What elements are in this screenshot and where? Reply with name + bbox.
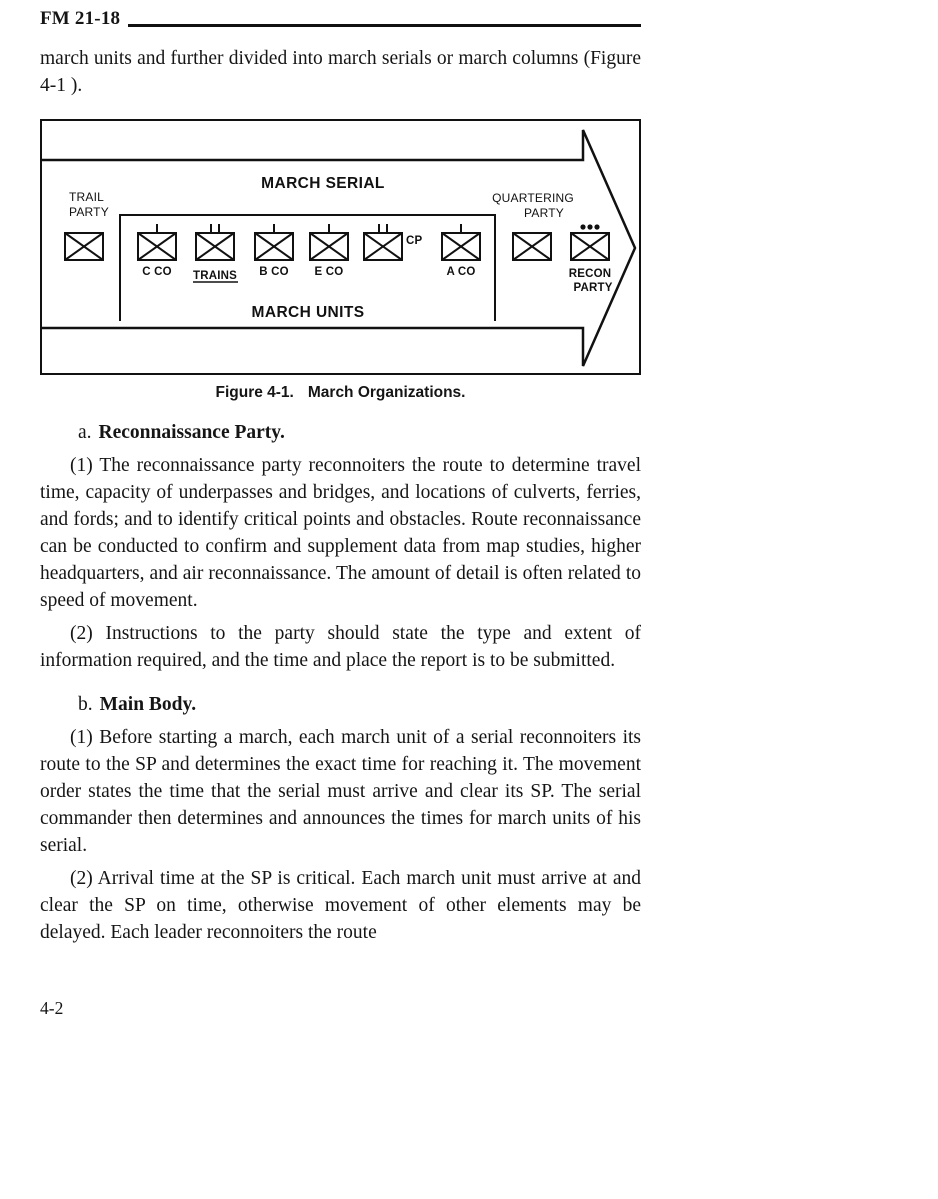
figure-4-1	[40, 119, 641, 375]
unit-symbol-a-co	[442, 233, 480, 260]
header-rule	[128, 24, 641, 27]
trail-party-label-line2: PARTY	[69, 204, 109, 219]
text-column	[40, 8, 641, 946]
figure-caption-label: Figure 4-1.	[215, 383, 294, 401]
unit-symbol-trail-party	[65, 233, 103, 260]
unit-symbol-c-co	[138, 233, 176, 260]
intro-paragraph: march units and further divided into march serials or march columns (Figure 4-1 ).	[40, 48, 641, 96]
trains-label: TRAINS	[192, 269, 238, 282]
unit-symbol-recon-party	[571, 233, 609, 260]
quartering-party-label-line2: PARTY	[524, 205, 564, 220]
recon-size-dots	[580, 224, 599, 229]
section-b-prefix: b.	[78, 693, 93, 715]
quartering-party-label-line1: QUARTERING	[492, 190, 574, 205]
section-a-paragraph-2: (2) Instructions to the party should state the type and extent of information required, and the time and place the report is to be submitted.	[40, 622, 641, 671]
e-co-label: E CO	[314, 265, 344, 278]
unit-symbol-trains	[196, 233, 234, 260]
trail-party-label-line1: TRAIL	[69, 189, 105, 204]
c-co-label: C CO	[142, 265, 172, 278]
section-a-title: Reconnaissance Party.	[98, 421, 285, 443]
page-header	[40, 8, 641, 30]
recon-party-label-line2: PARTY	[573, 281, 613, 294]
figure-caption	[40, 384, 641, 402]
unit-symbol-e-co	[310, 233, 348, 260]
a-co-label: A CO	[446, 265, 476, 278]
unit-symbol-cp	[364, 233, 402, 260]
section-a-prefix: a.	[78, 421, 92, 443]
march-units-label: MARCH UNITS	[251, 303, 365, 321]
section-a-heading	[78, 419, 641, 446]
section-b-paragraph-1: (1) Before starting a march, each march unit of a serial reconnoiters its route to the SP and determines the exact time for reaching it. The movement order states the time that the serial must arrive and clear its SP. The serial commander then determines and announces the times for march units of his serial.	[40, 726, 641, 856]
recon-party-label-line1: RECON	[568, 267, 612, 280]
b-co-label: B CO	[259, 265, 289, 278]
march-direction-arrow	[42, 130, 635, 366]
march-serial-label: MARCH SERIAL	[261, 174, 385, 192]
section-b-heading	[78, 691, 641, 718]
figure-caption-title: March Organizations.	[307, 383, 466, 401]
section-b-title: Main Body.	[99, 693, 197, 715]
cp-label: CP	[406, 234, 423, 247]
section-b-paragraph-2: (2) Arrival time at the SP is critical. Each march unit must arrive at and clear the SP on time, otherwise movement of other elements may be delayed. Each leader reconnoiters the route	[40, 867, 641, 943]
section-a-paragraph-1: (1) The reconnaissance party reconnoiters the route to determine travel time, capacity of underpasses and bridges, and locations of culverts, ferries, and fords; and to identify critical points and obstacles. Route reconnaissance can be conducted to confirm and supplement data from map studies, higher headquarters, and air reconnaissance. The amount of detail is often related to speed of movement.	[40, 454, 641, 611]
unit-symbol-b-co	[255, 233, 293, 260]
document-id: FM 21-18	[40, 8, 121, 29]
page-number: 4-2	[40, 998, 64, 1018]
march-organization-diagram	[42, 121, 639, 373]
unit-symbol-quartering-party	[513, 233, 551, 260]
